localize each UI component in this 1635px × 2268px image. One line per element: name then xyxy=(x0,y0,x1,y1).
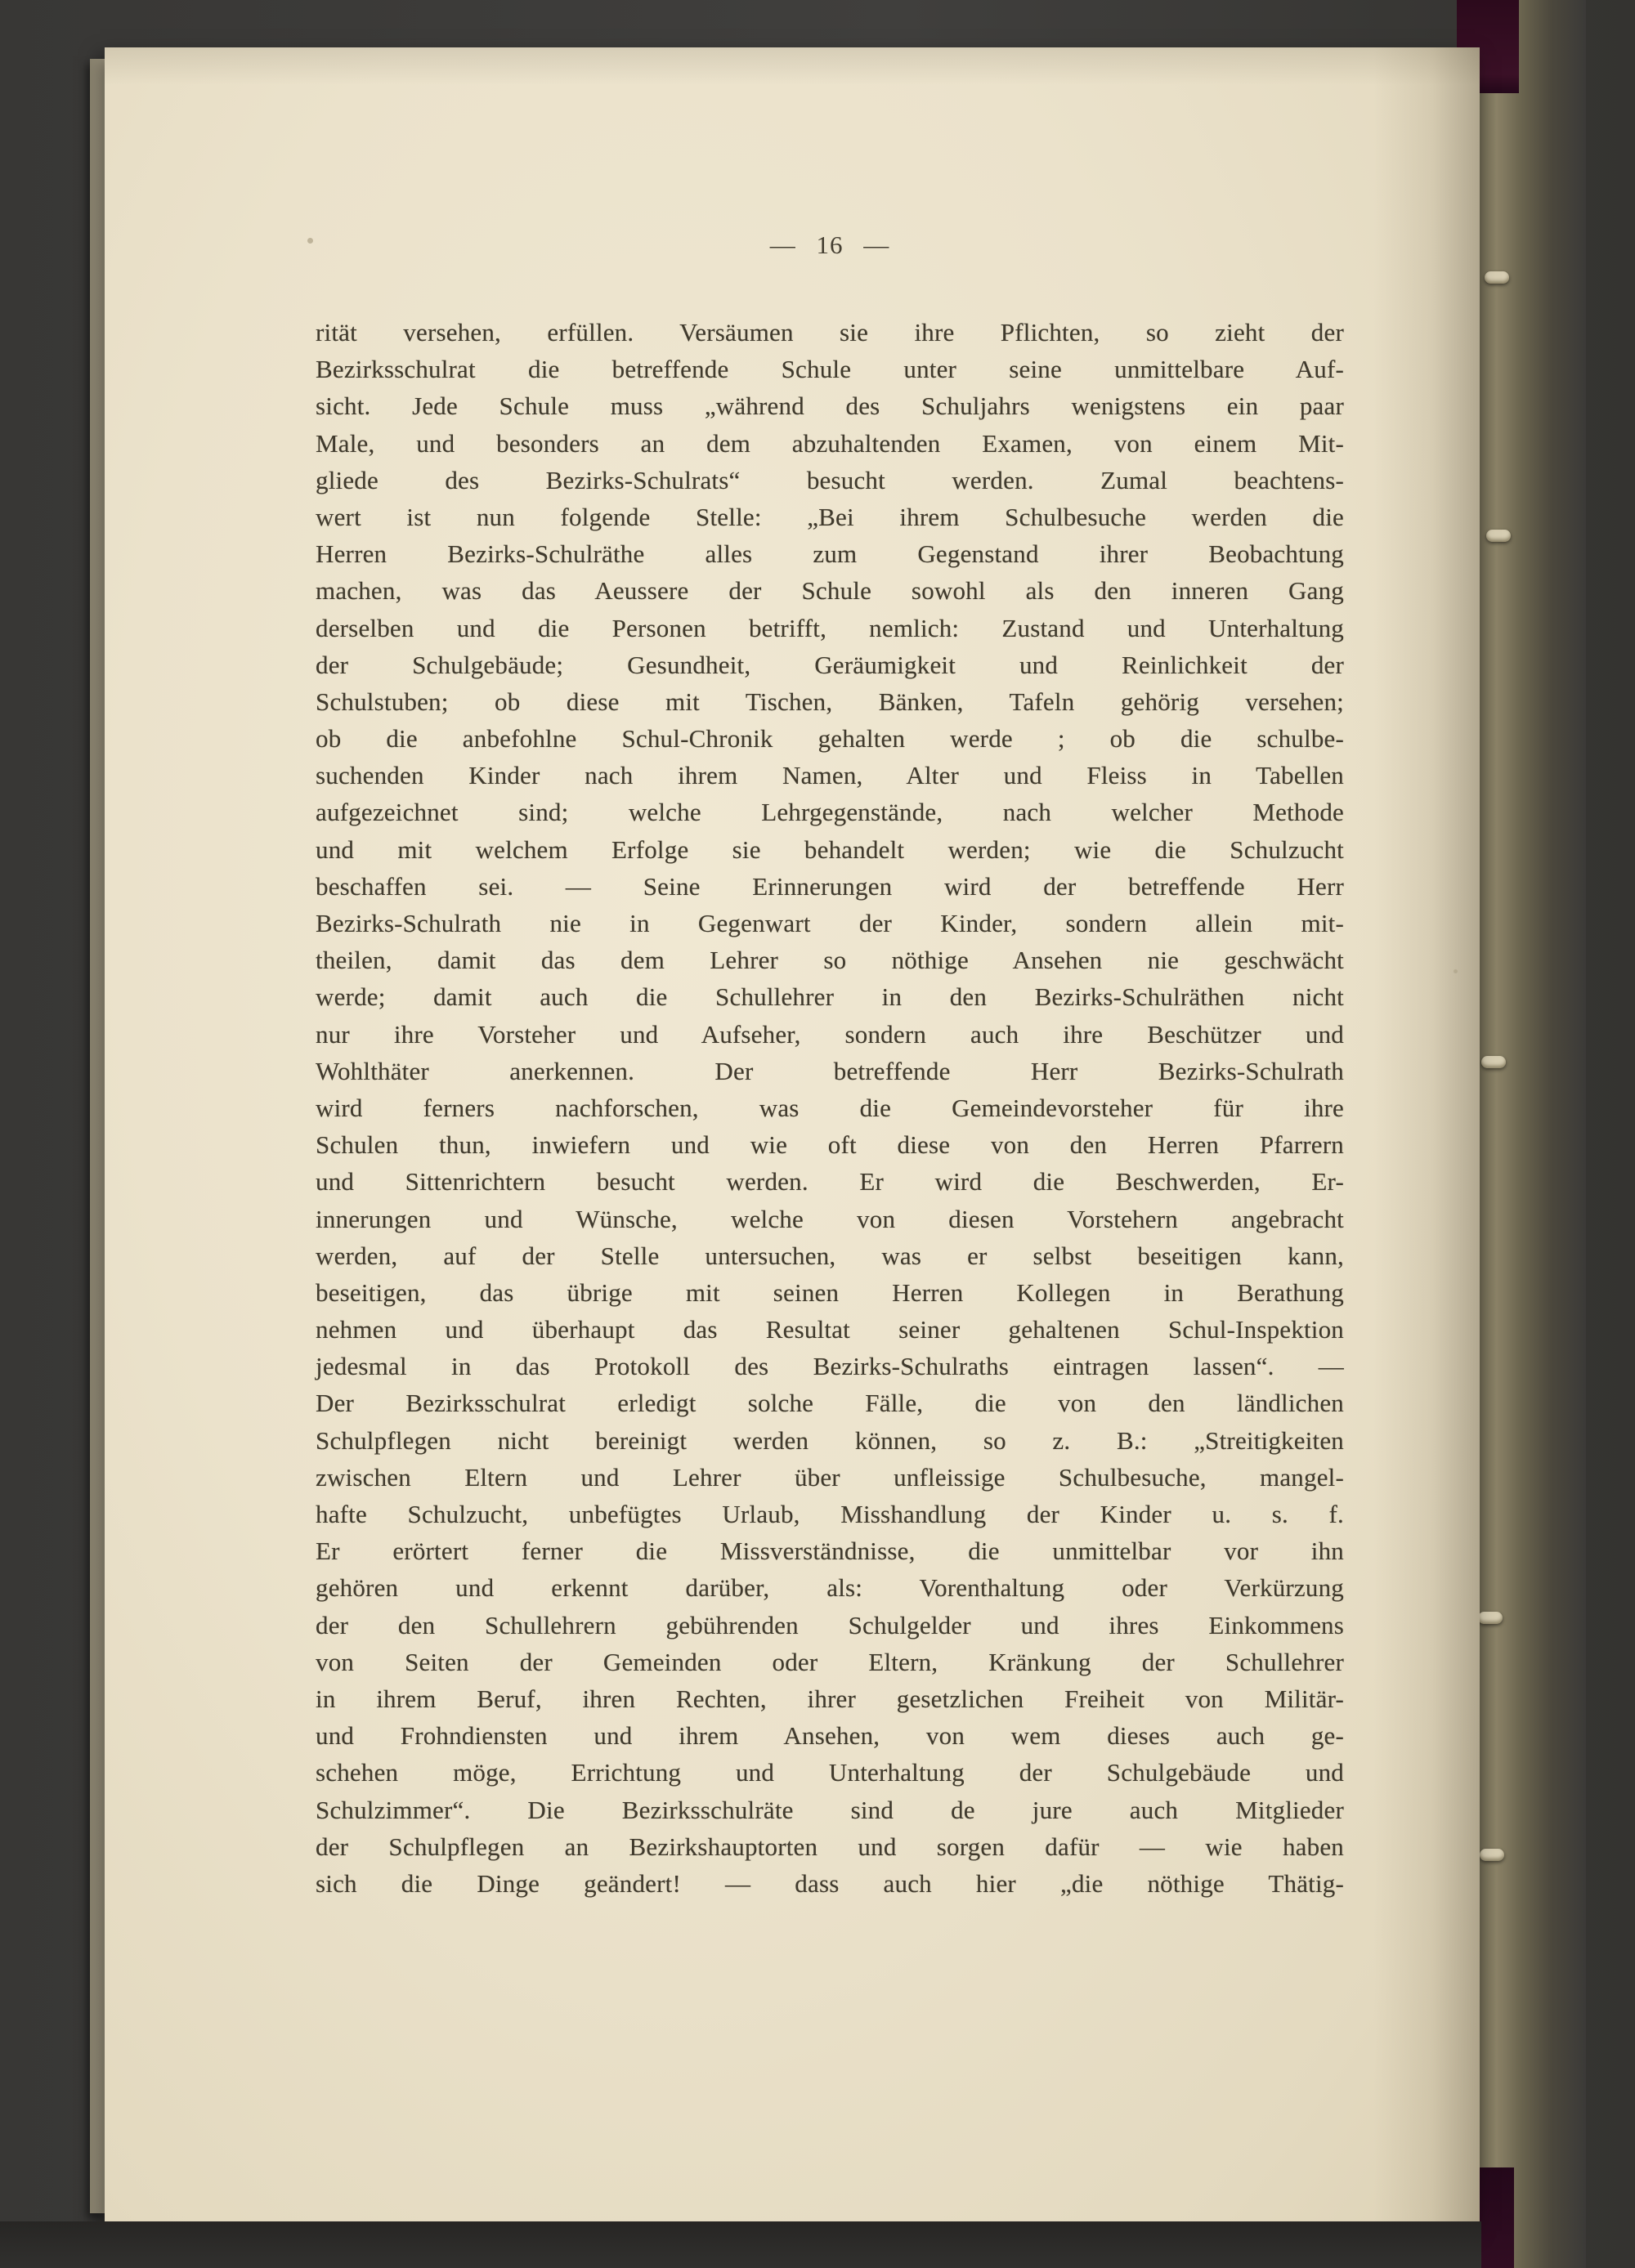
text-line: Wohlthäter anerkennen. Der betreffende Herr Bezirks-Schulrath xyxy=(316,1056,1344,1085)
page-number: — 16 — xyxy=(769,230,890,259)
text-line: zwischen Eltern und Lehrer über unfleissige Schulbesuche, mangel- xyxy=(316,1462,1344,1492)
page-text xyxy=(316,314,1344,1902)
text-line: Er erörtert ferner die Missverständnisse, die unmittelbar vor ihn xyxy=(316,1537,1344,1566)
text-line: werde; damit auch die Schullehrer in den Bezirks-Schulräthen nicht xyxy=(316,982,1344,1012)
text-line: hafte Schulzucht, unbefügtes Urlaub, Misshandlung der Kinder u. s. f. xyxy=(316,1500,1344,1528)
text-line: in ihrem Beruf, ihren Rechten, ihrer gesetzlichen Freiheit von Militär- xyxy=(316,1684,1344,1713)
bottom-shadow xyxy=(0,2221,1481,2268)
text-line: aufgezeichnet sind; welche Lehrgegenstände, nach welcher Methode xyxy=(316,798,1344,827)
text-line: Schulstuben; ob diese mit Tischen, Bänken, Tafeln gehörig versehen; xyxy=(316,687,1344,716)
underlying-page-edge xyxy=(90,59,106,2213)
text-line: von Seiten der Gemeinden oder Eltern, Kränkung der Schullehrer xyxy=(316,1647,1344,1676)
text-line: Schulpflegen nicht bereinigt werden können, so z. B.: „Streitigkeiten xyxy=(316,1425,1344,1455)
text-line: der den Schullehrern gebührenden Schulgelder und ihres Einkommens xyxy=(316,1610,1344,1639)
text-line: beschaffen sei. — Seine Erinnerungen wird der betreffende Herr xyxy=(316,871,1344,901)
text-line: sicht. Jede Schule muss „während des Schuljahrs wenigstens ein paar xyxy=(316,391,1344,421)
text-line: Schulzimmer“. Die Bezirksschulräte sind de jure auch Mitglieder xyxy=(316,1795,1344,1824)
gutter-shadow xyxy=(1373,47,1480,2223)
page-top-shade xyxy=(105,47,1480,85)
text-line: wert ist nun folgende Stelle: „Bei ihrem Schulbesuche werden die xyxy=(316,502,1344,531)
text-line: der Schulpflegen an Bezirkshauptorten und sorgen dafür — wie haben xyxy=(316,1832,1344,1861)
text-line: theilen, damit das dem Lehrer so nöthige Ansehen nie geschwächt xyxy=(316,946,1344,975)
text-line: sich die Dinge geändert! — dass auch hier „die nöthige Thätig- xyxy=(316,1868,1344,1898)
text-line: und mit welchem Erfolge sie behandelt werden; wie die Schulzucht xyxy=(316,834,1344,864)
text-line: und Frohndiensten und ihrem Ansehen, von wem dieses auch ge- xyxy=(316,1721,1344,1751)
text-line: suchenden Kinder nach ihrem Namen, Alter und Fleiss in Tabellen xyxy=(316,761,1344,790)
text-line: nur ihre Vorsteher und Aufseher, sondern auch ihre Beschützer und xyxy=(316,1019,1344,1049)
text-line: innerungen und Wünsche, welche von diesen Vorstehern angebracht xyxy=(316,1204,1344,1233)
text-line: nehmen und überhaupt das Resultat seiner gehaltenen Schul-Inspektion xyxy=(316,1315,1344,1344)
binding-thread xyxy=(1480,1849,1504,1861)
text-line: der Schulgebäude; Gesundheit, Geräumigkeit und Reinlichkeit der xyxy=(316,650,1344,679)
text-line: beseitigen, das übrige mit seinen Herren Kollegen in Berathung xyxy=(316,1277,1344,1307)
text-line: rität versehen, erfüllen. Versäumen sie ihre Pflichten, so zieht der xyxy=(316,318,1344,347)
text-line: Bezirks-Schulrath nie in Gegenwart der Kinder, sondern allein mit- xyxy=(316,909,1344,937)
paper-speck xyxy=(1454,969,1458,973)
text-line: machen, was das Aeussere der Schule sowohl als den inneren Gang xyxy=(316,576,1344,606)
text-line: ob die anbefohlne Schul-Chronik gehalten werde ; ob die schulbe- xyxy=(316,724,1344,754)
text-line: Schulen thun, inwiefern und wie oft diese von den Herren Pfarrern xyxy=(316,1130,1344,1160)
binding-thread xyxy=(1481,1056,1506,1068)
binding-thread xyxy=(1478,1612,1503,1624)
text-line: wird ferners nachforschen, was die Gemeindevorsteher für ihre xyxy=(316,1093,1344,1122)
binding-thread xyxy=(1486,530,1511,542)
text-line: gehören und erkennt darüber, als: Vorenthaltung oder Verkürzung xyxy=(316,1573,1344,1603)
book-page xyxy=(105,47,1480,2223)
text-line: und Sittenrichtern besucht werden. Er wird die Beschwerden, Er- xyxy=(316,1167,1344,1197)
text-line: Der Bezirksschulrat erledigt solche Fälle, die von den ländlichen xyxy=(316,1389,1344,1418)
paper-speck xyxy=(307,238,313,244)
text-line: werden, auf der Stelle untersuchen, was er selbst beseitigen kann, xyxy=(316,1241,1344,1270)
book-spine xyxy=(1480,0,1586,2268)
text-line: Herren Bezirks-Schulräthe alles zum Gegenstand ihrer Beobachtung xyxy=(316,539,1344,569)
text-line: jedesmal in das Protokoll des Bezirks-Schulraths eintragen lassen“. — xyxy=(316,1352,1344,1381)
text-line: schehen möge, Errichtung und Unterhaltung der Schulgebäude und xyxy=(316,1758,1344,1787)
text-line: Bezirksschulrat die betreffende Schule unter seine unmittelbare Auf- xyxy=(316,355,1344,384)
text-line: Male, und besonders an dem abzuhaltenden Examen, von einem Mit- xyxy=(316,428,1344,458)
text-line: derselben und die Personen betrifft, nemlich: Zustand und Unterhaltung xyxy=(316,613,1344,642)
binding-thread xyxy=(1485,271,1509,284)
text-line: gliede des Bezirks-Schulrats“ besucht werden. Zumal beachtens- xyxy=(316,465,1344,494)
